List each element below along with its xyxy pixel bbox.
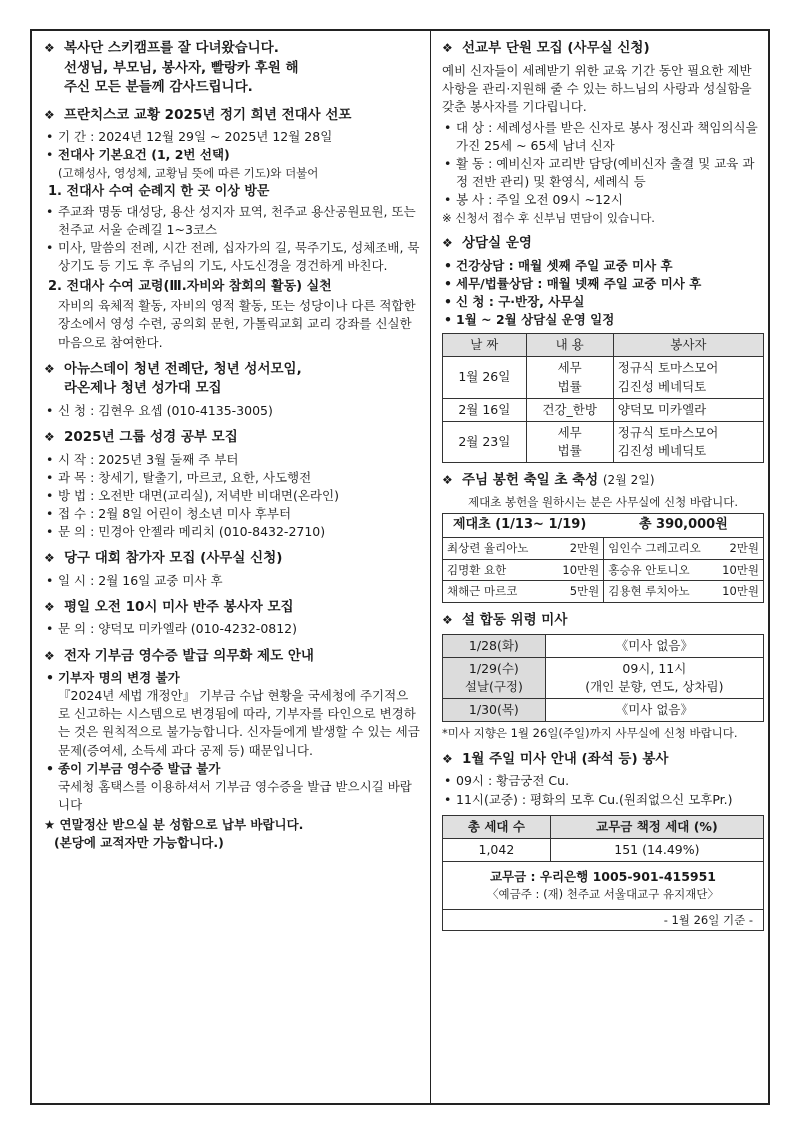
dot-bullet-icon: •	[46, 129, 54, 145]
candle-table	[442, 513, 764, 603]
receipt-p2: 국세청 홈택스를 이용하셔서 기부금 영수증을 발급 받으시길 바랍니다	[58, 778, 412, 812]
household-pledge: 151 (14.49%)	[550, 838, 763, 861]
right-column	[442, 39, 764, 939]
counsel-section	[442, 234, 764, 463]
diamond-bullet-icon: ❖	[44, 599, 55, 614]
candle-title: 주님 봉헌 축일 초 축성	[462, 472, 599, 489]
counsel-b1: 건강상담 : 매월 셋째 주일 교중 미사 후	[456, 257, 673, 273]
table-row	[443, 421, 764, 462]
memorial-info: 《미사 없음》	[545, 634, 763, 657]
ski-camp-thanks	[44, 39, 420, 98]
household-total: 1,042	[443, 838, 551, 861]
dot-bullet-icon: •	[444, 294, 452, 310]
dot-bullet-icon: •	[46, 451, 54, 467]
bible-method: 방 법 : 오전반 대면(교리실), 저녁반 비대면(온라인)	[58, 487, 339, 503]
memorial-info: 09시, 11시 (개인 분향, 연도, 상차림)	[545, 657, 763, 698]
basis-date: - 1월 26일 기준 -	[443, 909, 764, 931]
dot-bullet-icon: •	[46, 621, 54, 637]
receipt-star: ★ 연말정산 받으실 분 성함으로 납부 바랍니다.	[44, 817, 304, 833]
receipt-section	[44, 647, 420, 853]
diamond-bullet-icon: ❖	[44, 361, 55, 376]
january-b2: 11시(교중) : 평화의 모후 Cu.(원죄없으신 모후Pr.)	[456, 791, 733, 807]
bible-start: 시 작 : 2025년 3월 둘째 주 부터	[58, 451, 239, 467]
counsel-b4: 1월 ~ 2월 상담실 운영 일정	[456, 312, 615, 328]
diamond-bullet-icon: ❖	[442, 236, 453, 251]
receipt-h1: 기부자 명의 변경 불가	[58, 670, 180, 686]
weekday-section	[44, 598, 420, 639]
january-title: 1월 주일 미사 안내 (좌석 등) 봉사	[462, 750, 669, 767]
jubilee-step1-b: 미사, 말씀의 전례, 시간 전례, 십자가의 길, 묵주기도, 성체조배, 묵상기도 등 기도 후 주님의 기도, 사도신경을 경건하게 바친다.	[58, 240, 420, 274]
dot-bullet-icon: •	[444, 791, 452, 807]
mission-target: 대 상 : 세례성사를 받은 신자로 봉사 정신과 책임의식을 가진 25세 ~ 65세 남녀 신자	[456, 119, 758, 154]
mission-service: 봉 사 : 주일 오전 09시 ~12시	[456, 192, 623, 208]
counsel-table	[442, 333, 764, 463]
memorial-date: 1/28(화)	[443, 634, 546, 657]
donor-amount: 10만원	[550, 559, 604, 581]
counsel-header-staff: 봉사자	[613, 334, 763, 357]
memorial-table	[442, 634, 764, 723]
counsel-date: 2월 23일	[443, 421, 527, 462]
candle-section	[442, 471, 764, 603]
donor-amount: 5만원	[550, 581, 604, 603]
pool-title: 당구 대회 참가자 모집 (사무실 신청)	[64, 550, 283, 567]
youth-title2: 라온제나 청년 성가대 모집	[64, 380, 222, 397]
table-row	[443, 357, 764, 398]
bible-inquiry: 문 의 : 민경아 안젤라 메리치 (010-8432-2710)	[58, 524, 326, 540]
jubilee-basic-detail: (고해성사, 영성체, 교황님 뜻에 따른 기도)와 더불어	[58, 165, 319, 180]
counsel-b3: 신 청 : 구·반장, 사무실	[456, 294, 585, 310]
january-section	[442, 750, 764, 932]
jubilee-basic: 전대사 기본요건 (1, 2번 선택)	[58, 147, 230, 163]
counsel-staff: 정규식 토마스모어 김진성 베네딕토	[613, 357, 763, 398]
mission-section	[442, 39, 764, 226]
household-table	[442, 815, 764, 932]
account-holder: 〈예금주 : (재) 천주교 서울대교구 유지재단〉	[487, 887, 719, 902]
memorial-section	[442, 611, 764, 742]
donor-name: 최상련 율리아노	[443, 538, 550, 560]
mission-title: 선교부 단원 모집 (사무실 신청)	[462, 40, 650, 56]
counsel-content: 세무 법률	[526, 357, 613, 398]
dot-bullet-icon: •	[444, 312, 452, 328]
column-divider	[430, 31, 431, 1103]
table-row	[443, 838, 764, 861]
dot-bullet-icon: •	[46, 469, 54, 485]
bulletin-page	[30, 29, 770, 1105]
memorial-date: 1/30(목)	[443, 699, 546, 722]
counsel-content: 건강_한방	[526, 398, 613, 421]
table-row	[443, 538, 764, 560]
bible-study-section	[44, 428, 420, 541]
household-header-total: 총 세대 수	[443, 815, 551, 838]
pool-section	[44, 549, 420, 590]
diamond-bullet-icon: ❖	[44, 648, 55, 663]
dot-bullet-icon: •	[46, 505, 54, 521]
weekday-inquiry: 문 의 : 양덕모 미카엘라 (010-4232-0812)	[58, 621, 298, 637]
dot-bullet-icon: •	[444, 119, 452, 135]
memorial-title: 설 합동 위령 미사	[462, 612, 568, 629]
dot-bullet-icon: •	[444, 156, 452, 172]
dot-bullet-icon: •	[46, 204, 54, 220]
youth-apply: 신 청 : 김현우 요셉 (010-4135-3005)	[58, 402, 273, 418]
diamond-bullet-icon: ❖	[44, 429, 55, 444]
diamond-bullet-icon: ❖	[44, 551, 55, 566]
counsel-staff: 정규식 토마스모어 김진성 베네딕토	[613, 421, 763, 462]
diamond-bullet-icon: ❖	[442, 473, 453, 488]
diamond-bullet-icon: ❖	[442, 751, 453, 766]
counsel-header-date: 날 짜	[443, 334, 527, 357]
donor-name: 홍승유 안토니오	[604, 559, 714, 581]
receipt-title: 전자 기부금 영수증 발급 의무화 제도 안내	[64, 647, 314, 664]
donor-name: 채해근 마르코	[443, 581, 550, 603]
dot-bullet-icon: •	[46, 572, 54, 588]
left-column	[44, 39, 420, 860]
table-row	[443, 634, 764, 657]
dot-bullet-icon: •	[444, 257, 452, 273]
candle-date: (2월 2일)	[602, 473, 655, 488]
table-row	[443, 398, 764, 421]
table-row	[443, 581, 764, 603]
candle-desc: 제대초 봉헌을 원하시는 분은 사무실에 신청 바랍니다.	[468, 494, 738, 509]
dot-bullet-icon: •	[46, 487, 54, 503]
account-number: 교무금 : 우리은행 1005-901-415951	[489, 868, 717, 884]
diamond-bullet-icon: ❖	[44, 41, 55, 55]
counsel-content: 세무 법률	[526, 421, 613, 462]
jubilee-period: 기 간 : 2024년 12월 29일 ~ 2025년 12월 28일	[58, 129, 333, 145]
january-b1: 09시 : 황금궁전 Cu.	[456, 773, 570, 789]
memorial-info: 《미사 없음》	[545, 699, 763, 722]
mission-activity: 활 동 : 예비신자 교리반 담당(예비신자 출결 및 교육 과정 전반 관리) 및 환영식, 세례식 등	[456, 156, 755, 190]
donor-amount: 10만원	[714, 581, 764, 603]
jubilee-title: 프란치스코 교황 2025년 정기 희년 전대사 선포	[64, 106, 352, 123]
candle-header-left: 제대초 (1/13~ 1/19)	[443, 514, 604, 538]
counsel-header-content: 내 용	[526, 334, 613, 357]
donor-name: 김용현 루치아노	[604, 581, 714, 603]
dot-bullet-icon: •	[46, 147, 54, 163]
youth-title1: 아뉴스데이 청년 전례단, 청년 성서모임,	[64, 360, 302, 377]
table-row	[443, 559, 764, 581]
weekday-title: 평일 오전 10시 미사 반주 봉사자 모집	[64, 598, 294, 615]
household-header-pledge: 교무금 책정 세대 (%)	[550, 815, 763, 838]
counsel-title: 상담실 운영	[462, 235, 532, 252]
diamond-bullet-icon: ❖	[442, 41, 453, 55]
thanks-line2: 선생님, 부모님, 봉사자, 빨랑카 후원 해	[64, 59, 299, 76]
dot-bullet-icon: •	[46, 402, 54, 418]
dot-bullet-icon: •	[444, 773, 452, 789]
dot-bullet-icon: •	[46, 760, 54, 776]
donor-amount: 10만원	[714, 559, 764, 581]
pool-date: 일 시 : 2월 16일 교중 미사 후	[58, 572, 223, 588]
diamond-bullet-icon: ❖	[442, 613, 453, 628]
donor-amount: 2만원	[550, 538, 604, 560]
bible-title: 2025년 그룹 성경 공부 모집	[64, 428, 238, 445]
thanks-title: 복사단 스키캠프를 잘 다녀왔습니다.	[64, 40, 279, 56]
dot-bullet-icon: •	[444, 192, 452, 208]
receipt-star2: (본당에 교적자만 가능합니다.)	[54, 835, 224, 851]
thanks-line3: 주신 모든 분들께 감사드립니다.	[64, 79, 253, 96]
donor-name: 김명환 요한	[443, 559, 550, 581]
dot-bullet-icon: •	[46, 524, 54, 540]
jubilee-step1: 1. 전대사 수여 순례지 한 곳 이상 방문	[48, 184, 270, 200]
jubilee-step2: 2. 전대사 수여 교령(Ⅲ.자비와 참회의 활동) 실천	[48, 278, 332, 294]
donor-amount: 2만원	[714, 538, 764, 560]
jubilee-section	[44, 106, 420, 352]
bible-receipt: 접 수 : 2월 8일 어린이 청소년 미사 후부터	[58, 505, 292, 521]
counsel-date: 1월 26일	[443, 357, 527, 398]
mission-note: ※ 신청서 접수 후 신부님 면담이 있습니다.	[442, 210, 655, 225]
donor-name: 임인수 그레고리오	[604, 538, 714, 560]
diamond-bullet-icon: ❖	[44, 107, 55, 122]
jubilee-step2-a: 자비의 육체적 활동, 자비의 영적 활동, 또는 성당이나 다른 적합한 장소에서 영성 수련, 공의회 문헌, 가톨릭교회 교리 강좌를 신실한 마음으로 참여한다.	[58, 298, 416, 350]
table-row	[443, 657, 764, 698]
bible-subjects: 과 목 : 창세기, 탈출기, 마르코, 요한, 사도행전	[58, 469, 312, 485]
counsel-date: 2월 16일	[443, 398, 527, 421]
dot-bullet-icon: •	[46, 240, 54, 256]
mission-intro: 예비 신자들이 세례받기 위한 교육 기간 동안 필요한 제반 사항을 관리·지원해 줄 수 있는 하느님의 사랑과 성실함을 갖춘 봉사자를 기다립니다.	[442, 62, 752, 114]
counsel-staff: 양덕모 미카엘라	[613, 398, 763, 421]
counsel-b2: 세무/법률상담 : 매월 넷째 주일 교중 미사 후	[456, 275, 702, 291]
receipt-h2: 종이 기부금 영수증 발급 불가	[58, 760, 221, 776]
candle-header-right: 총 390,000원	[604, 514, 764, 538]
table-row	[443, 699, 764, 722]
memorial-date: 1/29(수) 설날(구정)	[443, 657, 546, 698]
jubilee-step1-a: 주교좌 명동 대성당, 용산 성지자 묘역, 천주교 용산공원묘원, 또는 천주교 서울 순례길 1~3코스	[58, 204, 416, 238]
youth-section	[44, 360, 420, 420]
dot-bullet-icon: •	[46, 670, 54, 686]
dot-bullet-icon: •	[444, 275, 452, 291]
memorial-note: *미사 지향은 1월 26일(주일)까지 사무실에 신청 바랍니다.	[442, 726, 738, 741]
receipt-p1: 『2024년 세법 개정안』 기부금 수납 현황을 국세청에 주기적으로 신고하는 시스템으로 변경됨에 따라, 기부자를 타인으로 변경하는 것은 원칙적으로 불가능합니다. 신자들에게 발생할 수 있는 세금 문제(증여세, 소득세 과다 공제 등) 때문입니다.	[58, 688, 420, 758]
